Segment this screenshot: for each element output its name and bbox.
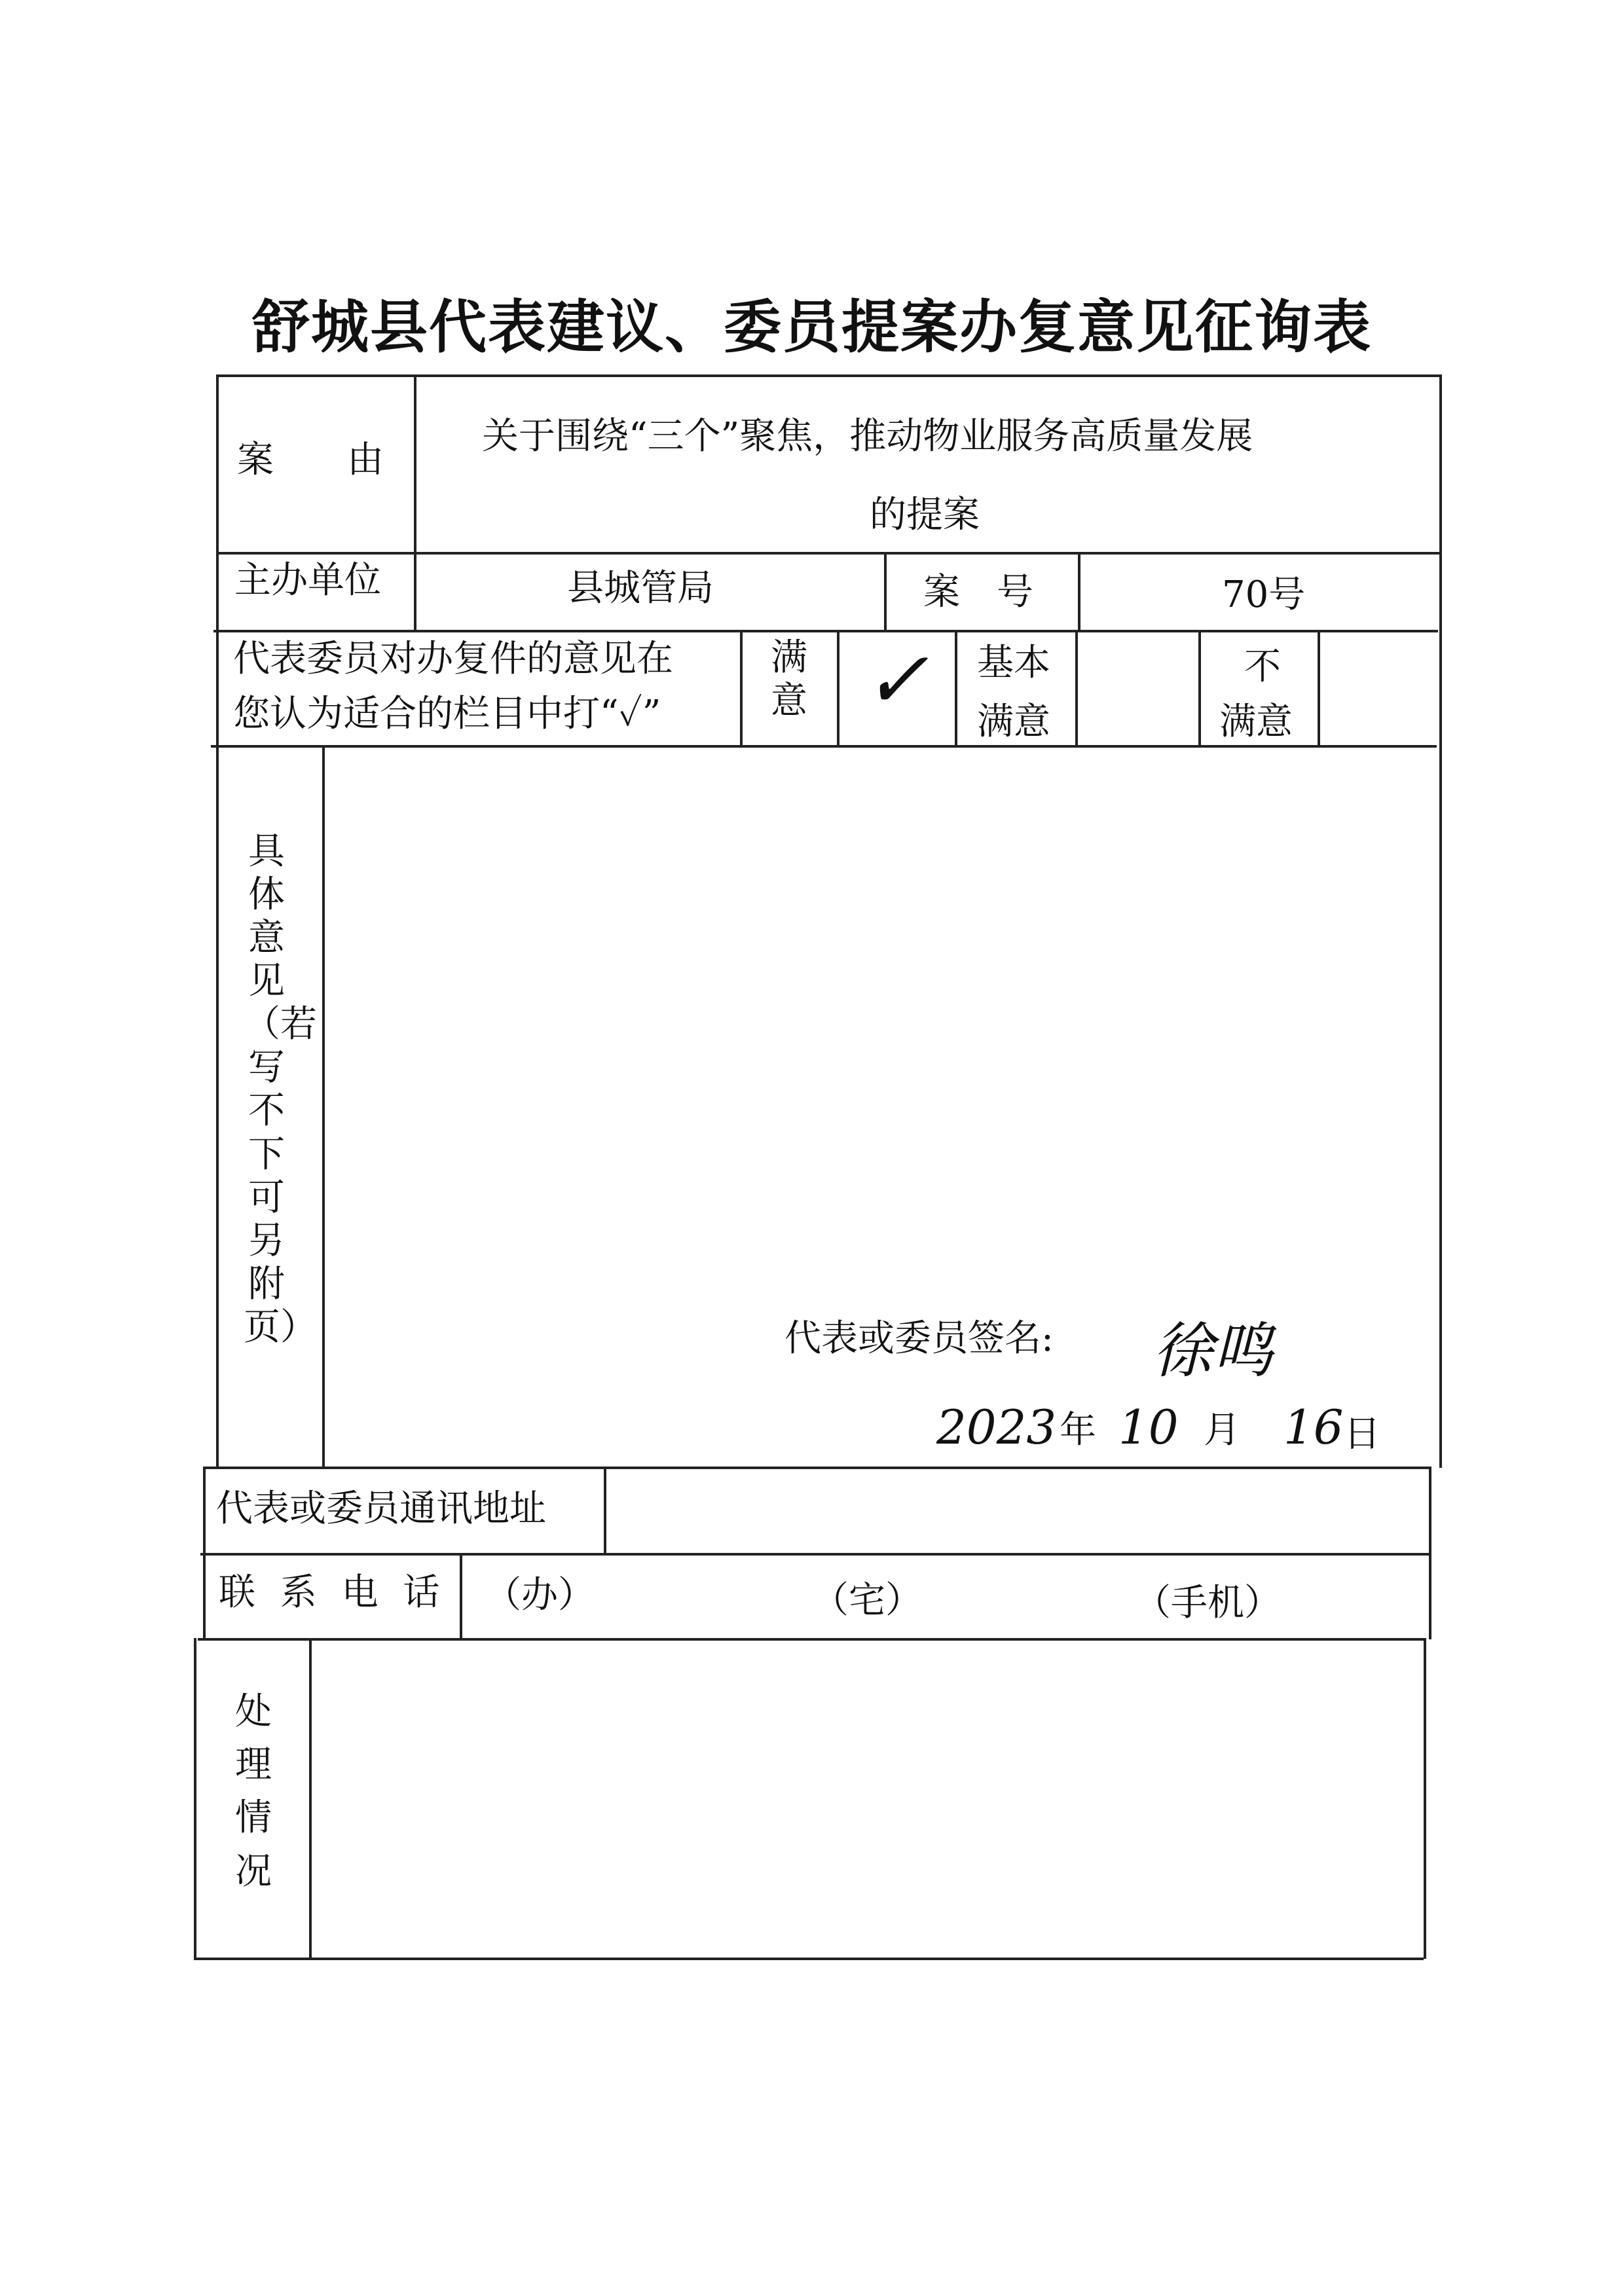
form-title: 舒城县代表建议、委员提案办复意见征询表 <box>251 293 1372 361</box>
satisfied-label: 满意 <box>771 636 807 723</box>
month-unit: 月 <box>1204 1409 1240 1451</box>
year-unit: 年 <box>1060 1409 1096 1451</box>
signature-label: 代表或委员签名: <box>784 1317 1054 1360</box>
satisfied-checkmark[interactable]: ✓ <box>863 635 929 726</box>
rule <box>884 552 887 631</box>
rule <box>204 1467 1431 1469</box>
rule <box>217 374 1442 377</box>
case-number-value: 70号 <box>1222 574 1306 616</box>
rule <box>1439 374 1442 1468</box>
rule <box>216 552 1439 555</box>
rule <box>194 1958 1424 1960</box>
day-unit: 日 <box>1344 1413 1380 1455</box>
case-number-label: 案 号 <box>923 571 1033 613</box>
rule <box>216 374 219 1468</box>
rule <box>1198 630 1201 746</box>
not-satisfied-label-line2: 满意 <box>1219 701 1293 743</box>
phone-home[interactable]: （宅） <box>812 1579 922 1622</box>
rule <box>460 1553 462 1639</box>
rule <box>1075 630 1078 746</box>
basic-satisfied-label-line1: 基本 <box>977 642 1050 684</box>
case-reason-value-line1: 关于围绕“三个”聚焦，推动物业服务高质量发展 <box>482 415 1253 458</box>
not-satisfied-label-line1: 不 <box>1244 646 1281 688</box>
case-reason-label: 案 由 <box>237 439 384 481</box>
rule <box>1318 630 1320 746</box>
address-label: 代表或委员通讯地址 <box>216 1487 546 1530</box>
case-reason-value-line2: 的提案 <box>870 494 980 536</box>
date-day: 16 <box>1283 1400 1344 1455</box>
date-month: 10 <box>1118 1400 1179 1455</box>
rule <box>414 374 416 631</box>
rule <box>194 1638 196 1959</box>
signature: 徐鸣 <box>1153 1316 1274 1386</box>
phone-label: 联 系 电 话 <box>219 1571 447 1614</box>
date-year: 2023 <box>936 1400 1057 1455</box>
phone-office[interactable]: （办） <box>485 1574 595 1616</box>
rule <box>837 630 840 746</box>
opinion-instruction-line2: 您认为适合的栏目中打“✓” <box>233 693 661 735</box>
rule <box>1078 552 1080 631</box>
rule <box>211 745 1437 748</box>
detail-opinion-label: 具体意见（若写不下可另附页） <box>244 830 317 1349</box>
rule <box>1424 1638 1426 1959</box>
basic-satisfied-label-line2: 满意 <box>977 701 1050 743</box>
rule <box>200 1553 1429 1556</box>
rule <box>203 1467 206 1639</box>
rule <box>740 630 743 746</box>
rule <box>1429 1467 1431 1639</box>
rule <box>198 1638 1426 1641</box>
rule <box>213 630 1438 632</box>
phone-mobile[interactable]: （手机） <box>1134 1582 1281 1624</box>
rule <box>604 1467 606 1554</box>
host-unit-value: 县城管局 <box>567 567 714 610</box>
rule <box>322 745 325 1468</box>
host-unit-label: 主办单位 <box>234 559 381 602</box>
opinion-instruction-line1: 代表委员对办复件的意见在 <box>233 638 673 680</box>
rule <box>309 1638 312 1959</box>
handling-label: 处理情况 <box>235 1690 272 1893</box>
rule <box>955 630 957 746</box>
